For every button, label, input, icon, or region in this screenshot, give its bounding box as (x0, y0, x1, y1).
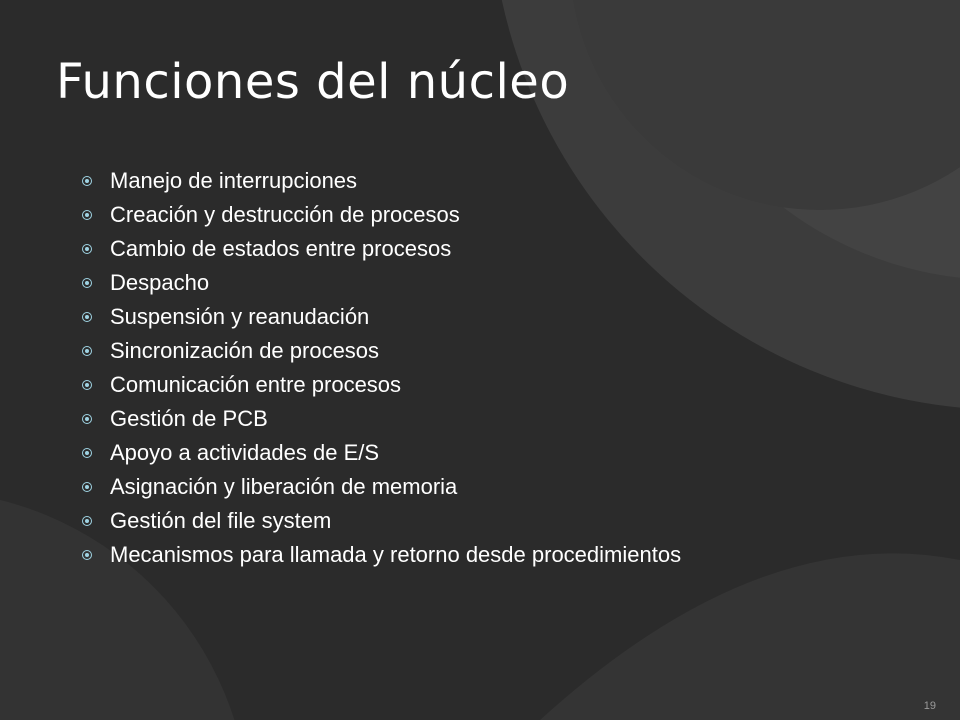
bullet-icon (82, 448, 92, 458)
list-item (82, 406, 802, 431)
bullet-icon (82, 346, 92, 356)
list-item (82, 440, 802, 465)
bullet-text: Comunicación entre procesos (110, 372, 402, 397)
bullet-icon (82, 482, 92, 492)
bullet-icon (82, 516, 92, 526)
bullet-icon (82, 210, 92, 220)
list-item (82, 236, 802, 261)
bullet-text: Suspensión y reanudación (110, 304, 370, 329)
list-item (82, 270, 802, 295)
list-item (82, 542, 802, 567)
bullet-text: Mecanismos para llamada y retorno desde procedimientos (110, 542, 682, 567)
bullet-text: Manejo de interrupciones (110, 168, 358, 193)
bullet-text: Creación y destrucción de procesos (110, 202, 460, 227)
bullet-icon (82, 278, 92, 288)
bullet-icon (82, 414, 92, 424)
bullet-text: Despacho (110, 270, 210, 295)
bullet-icon (82, 550, 92, 560)
bullet-text: Sincronización de procesos (110, 338, 380, 363)
list-item (82, 168, 802, 193)
bullet-icon (82, 380, 92, 390)
bullet-text: Cambio de estados entre procesos (110, 236, 452, 261)
list-item (82, 474, 802, 499)
list-item (82, 202, 802, 227)
bullet-text: Gestión de PCB (110, 406, 268, 431)
page-number: 19 (923, 700, 936, 712)
bullet-text: Gestión del file system (110, 508, 332, 533)
bullet-icon (82, 176, 92, 186)
bullet-text: Asignación y liberación de memoria (110, 474, 458, 499)
list-item (82, 338, 802, 363)
bullet-text: Apoyo a actividades de E/S (110, 440, 380, 465)
list-item (82, 304, 802, 329)
bullet-icon (82, 244, 92, 254)
bullet-list (82, 168, 802, 576)
bullet-icon (82, 312, 92, 322)
slide-title: Funciones del núcleo (56, 54, 570, 110)
list-item (82, 508, 802, 533)
list-item (82, 372, 802, 397)
